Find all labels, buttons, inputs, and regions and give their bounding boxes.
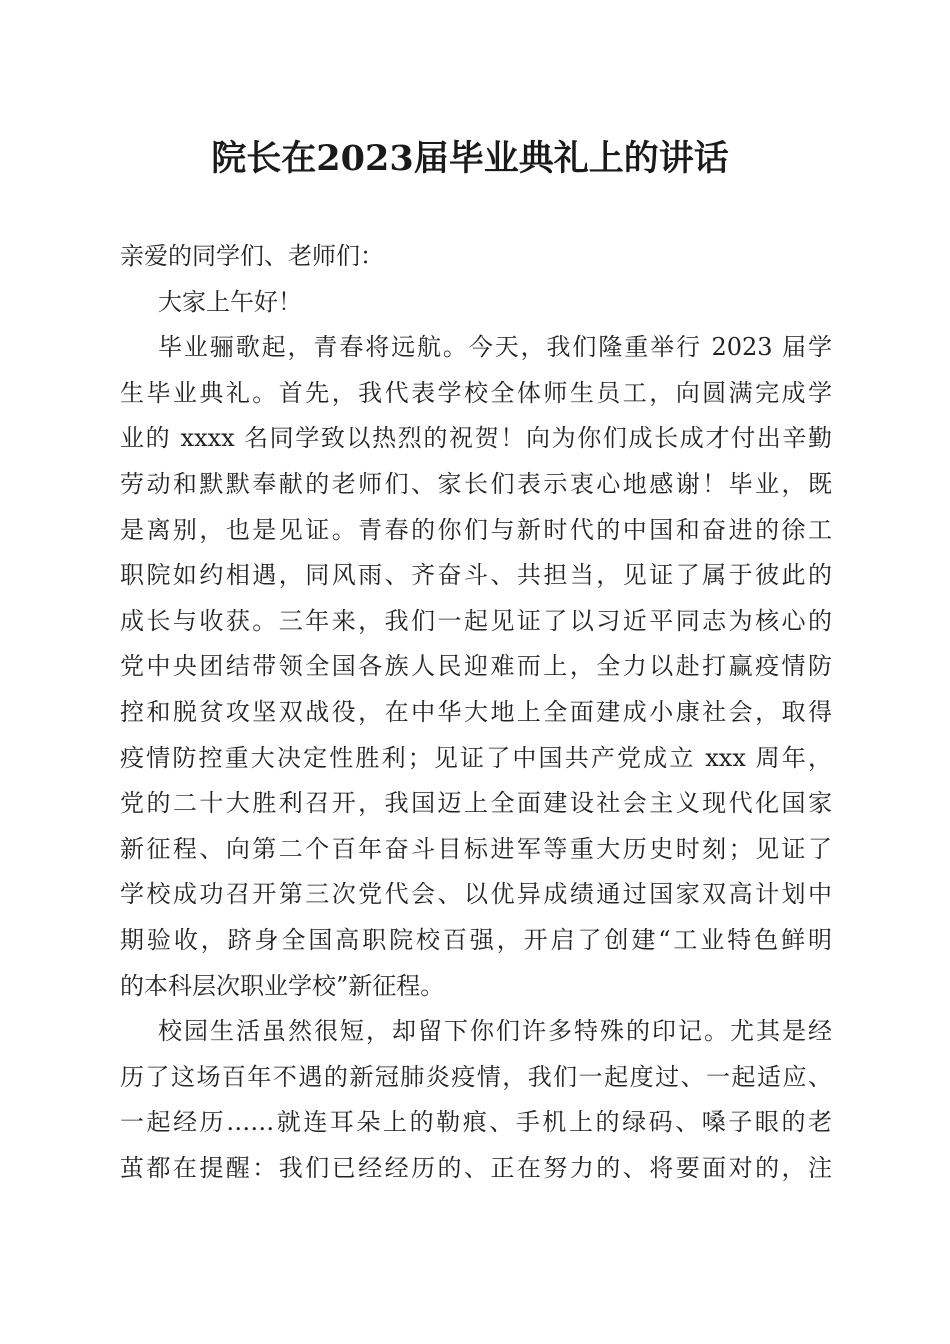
paragraph-line: 党的二十大胜利召开，我国迈上全面建设社会主义现代化国家 — [120, 789, 832, 818]
paragraph-line: 业的 xxxx 名同学致以热烈的祝贺！向为你们成长成才付出辛勤 — [120, 424, 832, 453]
paragraph-line: 毕业骊歌起，青春将远航。今天，我们隆重举行 2023 届学 — [158, 333, 832, 362]
paragraph-2 — [120, 1009, 832, 1191]
paragraph-line: 期验收，跻身全国高职院校百强，开启了创建“工业特色鲜明 — [120, 925, 832, 954]
paragraph-line: 一起经历……就连耳朵上的勒痕、手机上的绿码、嗓子眼的老 — [120, 1108, 832, 1137]
paragraph-line: 校园生活虽然很短，却留下你们许多特殊的印记。尤其是经 — [158, 1017, 832, 1046]
salutation: 亲爱的同学们、老师们： — [120, 242, 384, 270]
paragraph-line: 历了这场百年不遇的新冠肺炎疫情，我们一起度过、一起适应、 — [120, 1062, 832, 1091]
greeting: 大家上午好！ — [158, 287, 302, 316]
paragraph-line: 茧都在提醒：我们已经经历的、正在努力的、将要面对的，注 — [120, 1153, 832, 1182]
paragraph-line: 是离别，也是见证。青春的你们与新时代的中国和奋进的徐工 — [120, 515, 832, 544]
paragraph-line: 的本科层次职业学校”新征程。 — [120, 971, 445, 1000]
document-body — [120, 234, 832, 1191]
paragraph-line: 劳动和默默奉献的老师们、家长们表示衷心地感谢！毕业，既 — [120, 469, 832, 498]
paragraph-line: 生毕业典礼。首先，我代表学校全体师生员工，向圆满完成学 — [120, 378, 832, 407]
paragraph-line: 学校成功召开第三次党代会、以优异成绩通过国家双高计划中 — [120, 880, 832, 909]
document-title: 院长在2023届毕业典礼上的讲话 — [211, 138, 729, 179]
paragraph-line: 职院如约相遇，同风雨、齐奋斗、共担当，见证了属于彼此的 — [120, 561, 832, 590]
paragraph-line: 控和脱贫攻坚双战役，在中华大地上全面建成小康社会，取得 — [120, 697, 832, 726]
paragraph-line: 新征程、向第二个百年奋斗目标进军等重大历史时刻；见证了 — [120, 834, 832, 863]
paragraph-line: 成长与收获。三年来，我们一起见证了以习近平同志为核心的 — [120, 606, 832, 635]
paragraph-line: 党中央团结带领全国各族人民迎难而上，全力以赴打赢疫情防 — [120, 652, 832, 681]
paragraph-line: 疫情防控重大决定性胜利；见证了中国共产党成立 xxx 周年， — [120, 743, 832, 772]
paragraph-1 — [120, 325, 832, 1009]
